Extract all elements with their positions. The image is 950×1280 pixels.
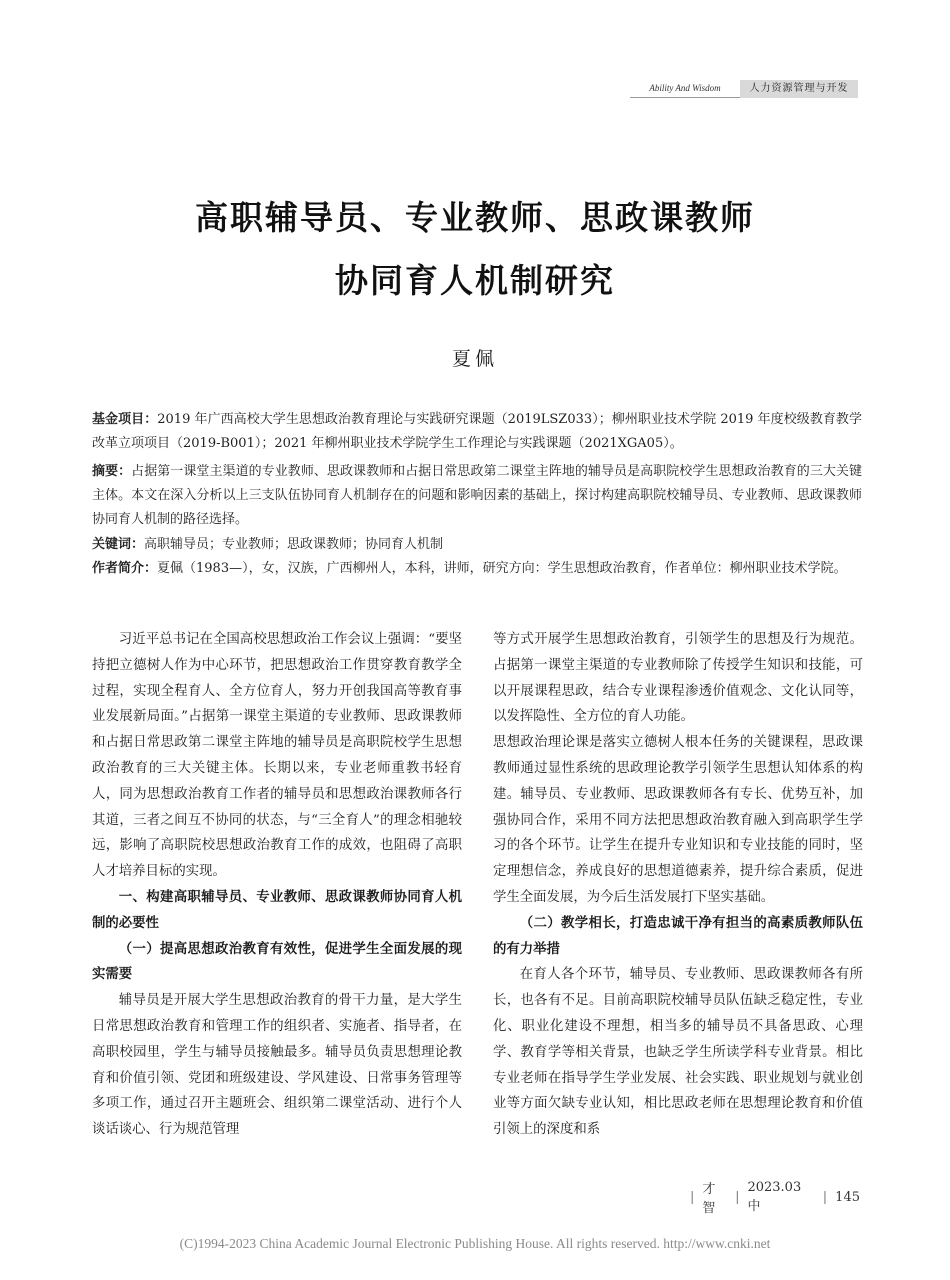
abstract-text: 占据第一课堂主渠道的专业教师、思政课教师和占据日常思政第二课堂主阵地的辅导员是高职院校学生思想政治教育的三大关键主体。本文在深入分析以上三支队伍协同育人机制存在的问题和影响因素的基础上，探讨构建高职院校辅导员、专业教师、思政课教师协同育人机制的路径选择。 [92,464,862,527]
article-title-line2: 协同育人机制研究 [335,261,615,300]
keywords [92,533,862,557]
keywords-text: 高职辅导员；专业教师；思政课教师；协同育人机制 [144,537,444,552]
author-name: 夏佩 [451,348,498,370]
page-number: 145 [835,1189,860,1205]
fund-label: 基金项目： [92,412,158,427]
fund-info [92,408,862,456]
copyright-notice: (C)1994-2023 China Academic Journal Electronic Publishing House. All rights reserved. http://www.cnki.net [179,1236,771,1251]
page-footer: | 才智 | 2023.03 中 | 145 [690,1180,860,1216]
footer-issue: 2023.03 中 [747,1180,802,1214]
subsection-heading: （一）提高思想政治教育有效性，促进学生全面发展的现实需要 [92,941,462,983]
paragraph: 思想政治理论课是落实立德树人根本任务的关键课程，思政课教师通过显性系统的思政理论教学引领学生思想认知体系的构建。辅导员、专业教师、思政课教师各有专长、优势互补，加强协同合作，采用不同方法把思想政治教育融入到高职学生学习的各个环节。让学生在提升专业知识和专业技能的同时，坚定理想信念，养成良好的思想道德素养，提升综合素质，促进学生全面发展，为今后生活发展打下坚实基础。 [493,735,863,905]
paragraph: 等方式开展学生思想政治教育，引领学生的思想及行为规范。占据第一课堂主渠道的专业教师除了传授学生知识和技能，可以开展课程思政，结合专业课程渗透价值观念、文化认同等，以发挥隐性、全方位的育人功能。 [493,632,863,725]
body-column-left [92,627,462,1143]
journal-header [630,80,858,98]
keywords-label: 关键词： [92,537,145,552]
body-column-right [493,627,863,1143]
subsection-heading: （二）教学相长，打造忠诚干净有担当的高素质教师队伍的有力举措 [493,915,863,957]
author-info-text: 夏佩（1983—），女，汉族，广西柳州人，本科，讲师，研究方向：学生思想政治教育，作者单位：柳州职业技术学院。 [157,561,847,576]
author-info [92,557,862,581]
abstract [92,460,862,532]
author-info-label: 作者简介： [92,561,158,576]
journal-name-en: Ability And Wisdom [630,80,740,98]
fund-text: 2019 年广西高校大学生思想政治教育理论与实践研究课题（2019LSZ033）；柳州职业技术学院 2019 年度校级教育教学改革立项项目（2019-B001）；2021 年柳州职业技术学院学生工作理论与实践课题（2021XGA05）。 [92,412,862,451]
footer-journal: 才智 [702,1182,716,1216]
section-heading: 一、构建高职辅导员、专业教师、思政课教师协同育人机制的必要性 [92,889,462,931]
paragraph: 习近平总书记在全国高校思想政治工作会议上强调：“要坚持把立德树人作为中心环节，把思想政治工作贯穿教育教学全过程，实现全程育人、全方位育人，努力开创我国高等教育事业发展新局面。”占据第一课堂主渠道的专业教师、思政课教师和占据日常思政第二课堂主阵地的辅导员是高职院校学生思想政治教育的三大关键主体。长期以来，专业老师重教书轻育人，同为思想政治教育工作者的辅导员和思想政治课教师各行其道，三者之间互不协同的状态，与“三全育人”的理念相驰较远，影响了高职院校思想政治教育工作的成效，也阻碍了高职人才培养目标的实现。 [92,632,462,880]
article-title-line1: 高职辅导员、专业教师、思政课教师 [195,198,755,237]
paragraph: 辅导员是开展大学生思想政治教育的骨干力量，是大学生日常思想政治教育和管理工作的组织者、实施者、指导者，在高职校园里，学生与辅导员接触最多。辅导员负责思想理论教育和价值引领、党团和班级建设、学风建设、日常事务管理等多项工作，通过召开主题班会、组织第二课堂活动、进行个人谈话谈心、行为规范管理 [92,993,462,1138]
section-name: 人力资源管理与开发 [740,80,858,98]
paragraph: 在育人各个环节，辅导员、专业教师、思政课教师各有所长，也各有不足。目前高职院校辅导员队伍缺乏稳定性，专业化、职业化建设不理想，相当多的辅导员不具备思政、心理学、教育学等相关背景，也缺乏学生所读学科专业背景。相比专业老师在指导学生学业发展、社会实践、职业规划与就业创业等方面欠缺专业认知，相比思政老师在思想理论教育和价值引领上的深度和系 [493,967,863,1138]
abstract-label: 摘要： [92,464,132,479]
